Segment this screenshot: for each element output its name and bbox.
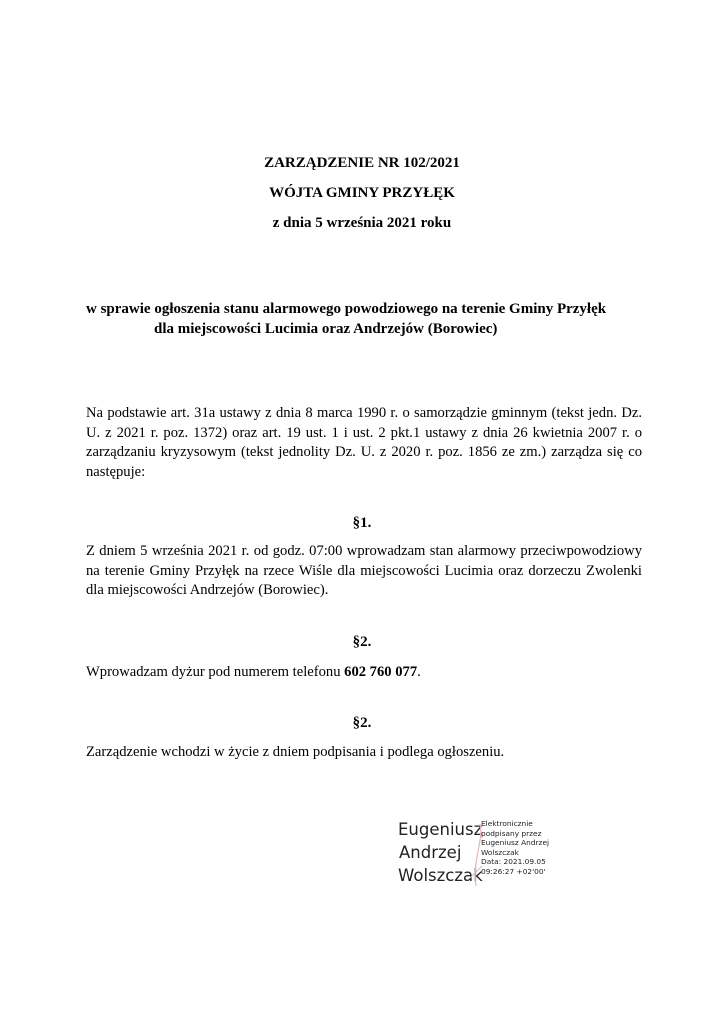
sig-info-line: podpisany przez (481, 828, 542, 838)
signer-name-line-1: Eugeniusz (398, 820, 483, 839)
duty-text-end: . (417, 664, 421, 680)
duty-text: Wprowadzam dyżur pod numerem telefonu (86, 664, 345, 680)
document-subject (86, 299, 646, 339)
sig-info-line: Elektronicznie (481, 819, 533, 828)
subject-line-1: w sprawie ogłoszenia stanu alarmowego powodziowego na terenie Gminy Przyłęk (86, 301, 607, 317)
issuer: WÓJTA GMINY PRZYŁĘK (269, 185, 455, 201)
phone-number: 602 760 077 (344, 664, 418, 680)
legal-basis-paragraph: Na podstawie art. 31a ustawy z dnia 8 marca 1990 r. o samorządzie gminnym (tekst jedn. Dz. U. z 2021 r. poz. 1372) oraz art. 19 ust. 1 i ust. 2 pkt.1 ustawy z dnia 26 kwietnia 2007 r. o zarządzaniu kryzysowym (tekst jednolity Dz. U. z 2020 r. poz. 1856 ze zm.) zarządza się co następuje: (86, 405, 642, 480)
issue-date: z dnia 5 września 2021 roku (272, 215, 452, 231)
electronic-signature (398, 818, 568, 892)
sig-info-line: Data: 2021.09.05 (481, 857, 546, 867)
section-1-text: Z dniem 5 września 2021 r. od godz. 07:00 wprowadzam stan alarmowy przeciwpowodziowy na terenie Gminy Przyłęk na rzece Wiśle dla miejscowości Lucimia oraz dorzeczu Zwolenki dla miejscowości Andrzejów (Borowiec). (86, 543, 642, 598)
sig-info-line: 09:26:27 +02'00' (481, 866, 546, 876)
ordinance-number: ZARZĄDZENIE NR 102/2021 (264, 155, 460, 171)
section-2-text (86, 663, 642, 683)
document-header (0, 148, 724, 238)
sig-info-line: Eugeniusz Andrzej (481, 838, 550, 848)
signature-info (481, 819, 571, 877)
section-2-heading: §2. (352, 634, 372, 650)
section-3-heading: §2. (352, 715, 372, 731)
subject-line-2: dla miejscowości Lucimia oraz Andrzejów (Borowiec) (154, 321, 498, 337)
section-1-heading: §1. (352, 515, 372, 531)
sig-info-line: Wolszczak (481, 847, 519, 857)
signer-name-line-3: Wolszczak (398, 866, 483, 885)
section-3-text: Zarządzenie wchodzi w życie z dniem podpisania i podlega ogłoszeniu. (86, 744, 505, 760)
signer-name-line-2: Andrzej (399, 843, 462, 862)
